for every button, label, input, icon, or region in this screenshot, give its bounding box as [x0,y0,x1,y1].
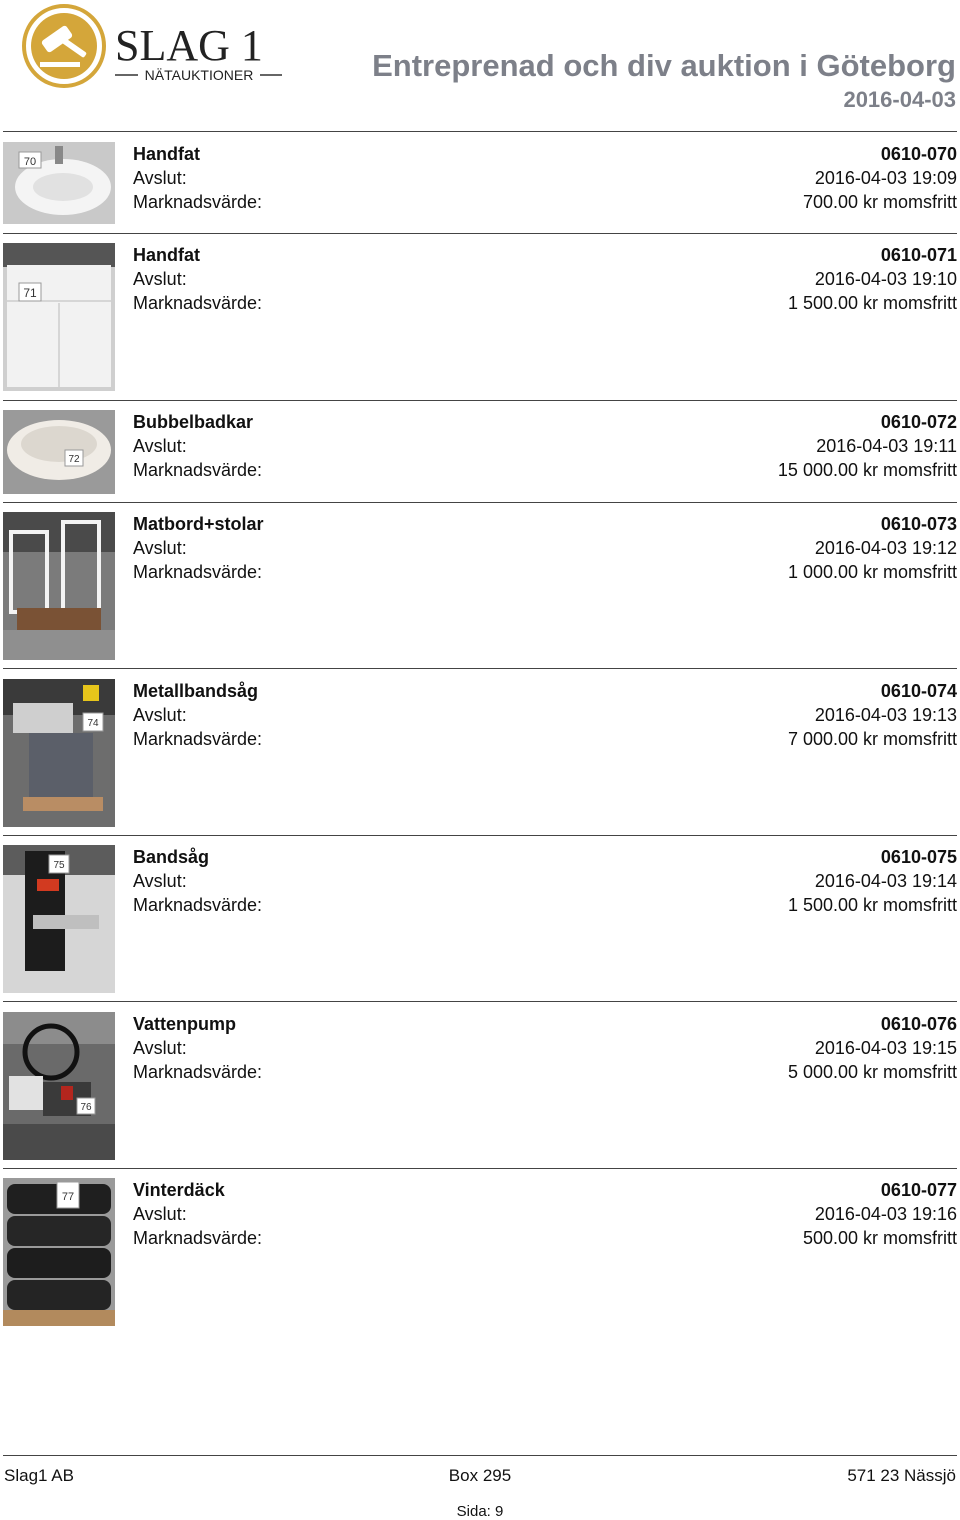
lot-number: 0610-072 [880,412,957,432]
end-label: Avslut: [133,705,187,725]
metal-bandsaw-photo[interactable] [3,679,115,827]
end-label: Avslut: [133,538,187,558]
market-value-label: Marknadsvärde: [133,1228,263,1248]
sink-cabinet-photo[interactable] [3,243,115,391]
end-label: Avslut: [133,269,187,289]
divider [3,400,957,401]
lot-number: 0610-076 [880,1014,957,1034]
lot-number: 0610-075 [880,847,957,867]
lot-name: Matbord+stolar [133,514,264,534]
end-label: Avslut: [133,1204,187,1224]
water-pump-photo[interactable] [3,1012,115,1160]
end-label: Avslut: [133,1038,187,1058]
logo-disc [31,13,97,79]
lot-number: 0610-073 [880,514,957,534]
page-number: Sida: 9 [456,1503,504,1520]
footer-divider [3,1455,957,1456]
lot-name: Bubbelbadkar [133,412,254,432]
lot-name: Metallbandsåg [133,681,259,701]
divider [3,131,957,132]
lot-end-time: 2016-04-03 19:09 [814,168,957,188]
lot-market-value: 1 000.00 kr momsfritt [787,562,957,582]
end-label: Avslut: [133,436,187,456]
lot-name: Vattenpump [133,1014,237,1034]
lot-end-time: 2016-04-03 19:15 [814,1038,957,1058]
svg-text:75: 75 [53,860,65,871]
svg-text:76: 76 [80,1102,92,1113]
auction-date: 2016-04-03 [843,87,956,112]
lot-market-value: 5 000.00 kr momsfritt [787,1062,957,1082]
market-value-label: Marknadsvärde: [133,293,263,313]
auction-title: Entreprenad och div auktion i Göteborg [372,48,956,83]
market-value-label: Marknadsvärde: [133,1062,263,1082]
sink-photo[interactable] [3,142,115,224]
lot-number: 0610-070 [880,144,957,164]
divider [3,1001,957,1002]
lot-number: 0610-077 [880,1180,957,1200]
market-value-label: Marknadsvärde: [133,460,263,480]
svg-text:71: 71 [23,286,37,300]
bandsaw-photo[interactable] [3,845,115,993]
divider [3,233,957,234]
lot-number: 0610-071 [880,245,957,265]
svg-text:74: 74 [87,718,99,729]
footer-box: Box 295 [448,1466,512,1485]
lot-market-value: 15 000.00 kr momsfritt [777,460,957,480]
winter-tires-photo[interactable] [3,1178,115,1326]
bathtub-photo[interactable] [3,410,115,494]
lot-market-value: 700.00 kr momsfritt [802,192,957,212]
market-value-label: Marknadsvärde: [133,562,263,582]
logo-wordmark: SLAG 1 [115,21,263,70]
market-value-label: Marknadsvärde: [133,895,263,915]
divider [3,835,957,836]
lot-end-time: 2016-04-03 19:14 [814,871,957,891]
lot-market-value: 1 500.00 kr momsfritt [787,293,957,313]
lot-end-time: 2016-04-03 19:11 [816,436,957,456]
slag1-logo [20,2,290,92]
divider [3,668,957,669]
svg-text:72: 72 [68,454,80,465]
footer-company: Slag1 AB [4,1466,74,1485]
lot-end-time: 2016-04-03 19:16 [814,1204,957,1224]
lot-name: Bandsåg [133,847,210,867]
lot-market-value: 500.00 kr momsfritt [802,1228,957,1248]
market-value-label: Marknadsvärde: [133,729,263,749]
lot-name: Handfat [133,144,200,164]
logo-subtitle: NÄTAUKTIONER [144,67,254,83]
lot-end-time: 2016-04-03 19:12 [814,538,957,558]
end-label: Avslut: [133,168,187,188]
lot-number: 0610-074 [880,681,957,701]
table-chairs-photo[interactable] [3,512,115,660]
gavel-block-icon [40,62,80,67]
lot-end-time: 2016-04-03 19:10 [814,269,957,289]
svg-text:70: 70 [23,156,37,168]
lot-name: Handfat [133,245,200,265]
lot-market-value: 7 000.00 kr momsfritt [787,729,957,749]
divider [3,1168,957,1169]
lot-end-time: 2016-04-03 19:13 [814,705,957,725]
lot-market-value: 1 500.00 kr momsfritt [787,895,957,915]
end-label: Avslut: [133,871,187,891]
lot-name: Vinterdäck [133,1180,225,1200]
footer-city: 571 23 Nässjö [847,1466,956,1485]
market-value-label: Marknadsvärde: [133,192,263,212]
divider [3,502,957,503]
svg-text:77: 77 [61,1191,75,1203]
